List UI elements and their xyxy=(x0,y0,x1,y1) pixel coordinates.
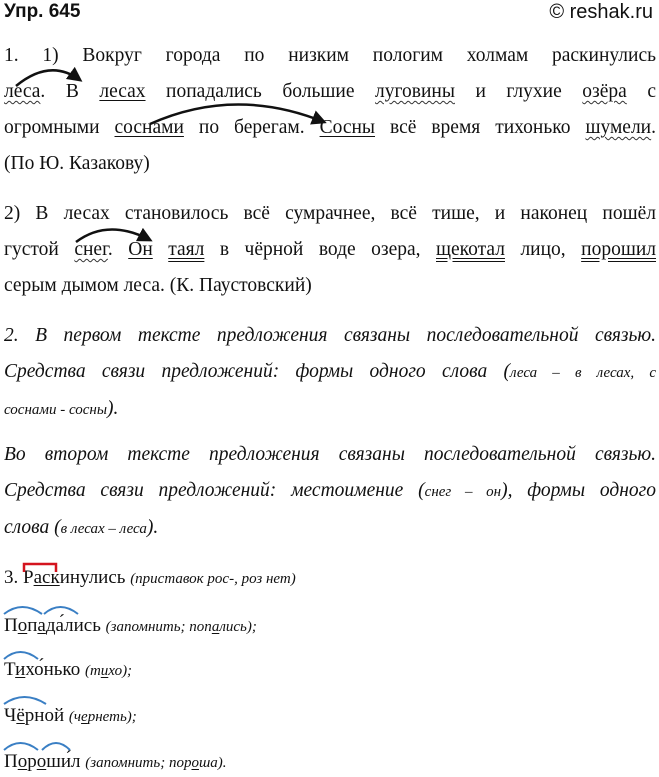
text-1-line-2: леса. В лесах попадались большие луговины и глухие озёра с xyxy=(4,81,656,102)
text-1-line-3: огромными соснами по берегам. Сосны всё время тихонько шумели. xyxy=(4,117,656,138)
part-3-row-poroshil: Пороши́л (запомнить; пороша). xyxy=(4,751,227,772)
answer-2-second xyxy=(4,437,656,547)
answer-2-first xyxy=(4,318,656,428)
word-sneg: снег xyxy=(74,239,108,260)
part-3-row-popadalis: Попада́лись (запомнить; попались); xyxy=(4,615,257,636)
text-1-line-1: 1. 1) Вокруг города по низким пологим холмам раскинулись xyxy=(4,45,656,66)
word-lesah: лесах xyxy=(99,81,146,102)
exercise-title: Упр. 645 xyxy=(4,1,81,22)
answer-2-line-1: 2. В первом тексте предложения связаны последовательной связью. xyxy=(4,325,656,346)
word-sosnami: соснами xyxy=(114,117,184,138)
text-2 xyxy=(4,196,656,304)
text-1 xyxy=(4,38,656,182)
text-2-line-1: 2) В лесах становилось всё сумрачнее, всё тише, и наконец пошёл xyxy=(4,203,656,224)
word-sosny: Сосны xyxy=(319,117,376,138)
answer-2-line-3: соснами - сосны). xyxy=(4,398,119,419)
text-2-line-3: серым дымом леса. (К. Паустовский) xyxy=(4,275,312,296)
word-on: Он xyxy=(128,239,153,260)
word-ozera: озёра xyxy=(582,81,627,102)
source-watermark: © reshak.ru xyxy=(549,1,653,23)
part-3-row-chernoy: Чёрной (чернеть); xyxy=(4,705,137,726)
text-1-author: (По Ю. Казакову) xyxy=(4,153,150,174)
word-lugoviny: луговины xyxy=(375,81,455,102)
answer-2-line-2: Средства связи предложений: формы одного слова (леса – в лесах, с xyxy=(4,361,656,382)
word-poroshil: порошил xyxy=(581,239,657,260)
word-shchekotal: щекотал xyxy=(436,239,505,260)
part-3-row-raskinulis: 3. Раскинулись (приставок рос-, роз нет) xyxy=(4,567,296,588)
part-3-row-tikhonko: Тихо́нько (тихо); xyxy=(4,659,133,680)
answer-2b-line-2: Средства связи предложений: местоимение (снег – он), формы одного xyxy=(4,480,656,501)
word-tayal: таял xyxy=(168,239,205,260)
answer-2b-line-1: Во втором тексте предложения связаны последовательной связью. xyxy=(4,444,656,465)
answer-2b-line-3: слова (в лесах – леса). xyxy=(4,517,159,538)
word-lesa: леса xyxy=(4,81,41,102)
text-2-line-2: густой снег. Он таял в чёрной воде озера, щекотал лицо, порошил xyxy=(4,239,657,260)
word-shumeli: шумели xyxy=(585,117,652,138)
